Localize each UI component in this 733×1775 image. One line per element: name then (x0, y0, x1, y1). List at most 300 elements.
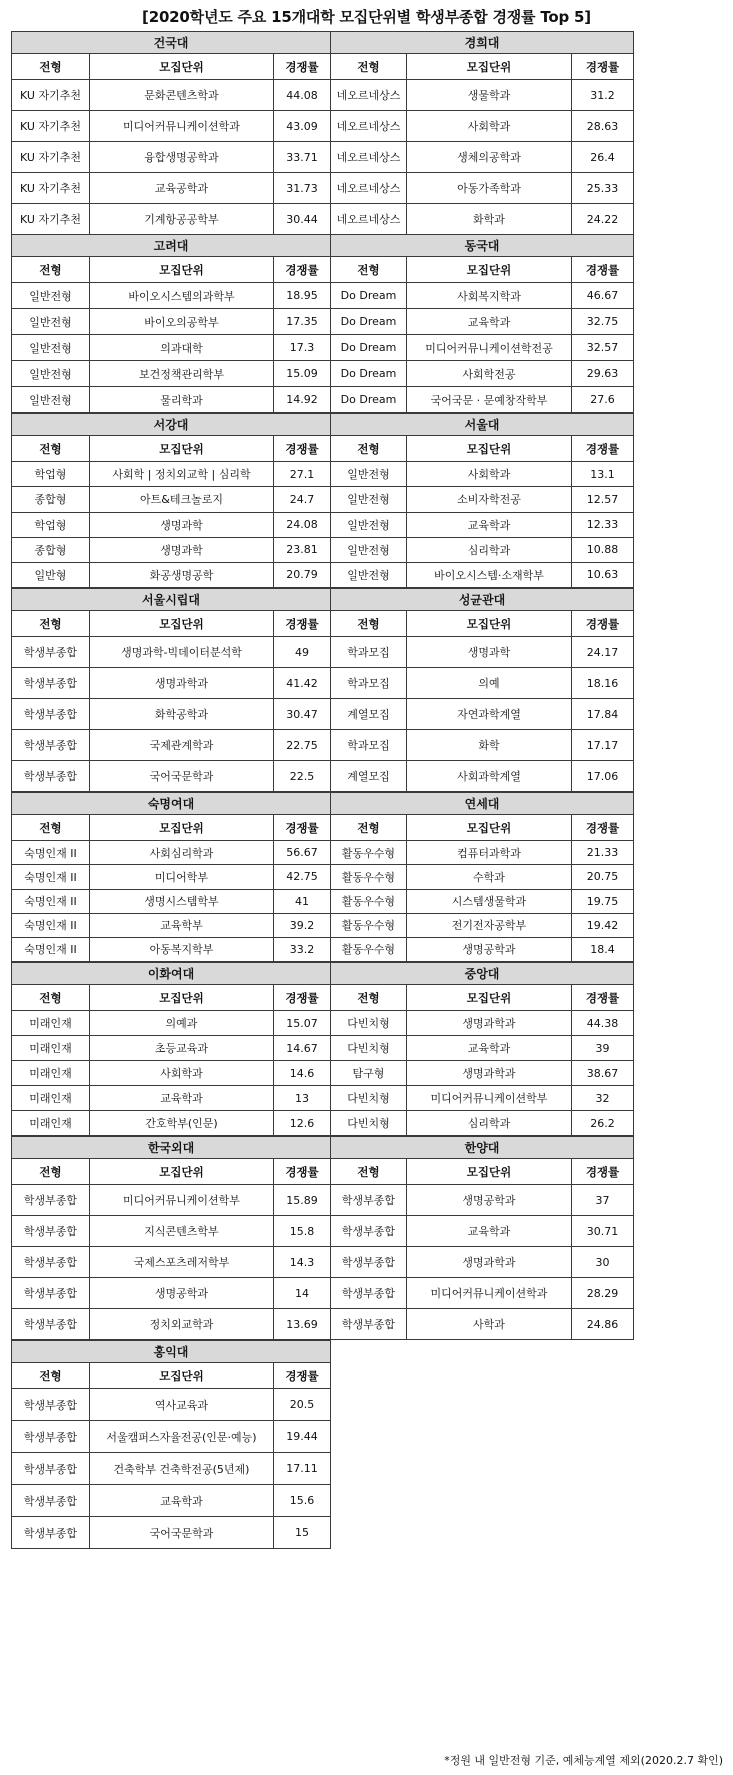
recruitment-unit-cell: 의과대학 (90, 335, 274, 361)
recruitment-unit-cell: 바이오시스템·소재학부 (407, 562, 572, 587)
table-row (331, 937, 634, 961)
table-row (331, 204, 634, 235)
university-name: 한국외대 (12, 1137, 331, 1159)
competition-rate-cell: 31.73 (273, 173, 330, 204)
university-name: 중앙대 (331, 963, 634, 985)
table-row (12, 1485, 331, 1517)
recruitment-unit-cell: 융합생명공학과 (90, 142, 274, 173)
column-header-unit: 모집단위 (90, 257, 274, 283)
competition-rate-cell: 13 (274, 1086, 331, 1111)
recruitment-unit-cell: 서울캠퍼스자율전공(인문·예능) (90, 1421, 274, 1453)
competition-rate-cell: 24.17 (572, 637, 634, 668)
column-header-type: 전형 (12, 54, 90, 80)
admission-type-cell: 숙명인재 II (12, 841, 90, 865)
recruitment-unit-cell: 문화콘텐츠학과 (90, 80, 274, 111)
recruitment-unit-cell: 바이오시스템의과학부 (90, 283, 274, 309)
table-row (331, 637, 634, 668)
table-row (331, 80, 634, 111)
recruitment-unit-cell: 바이오의공학부 (90, 309, 274, 335)
university-block (330, 792, 634, 962)
competition-rate-cell: 15.89 (274, 1185, 331, 1216)
competition-rate-cell: 41.42 (273, 668, 330, 699)
recruitment-unit-cell: 미디어커뮤니케이션학전공 (407, 335, 572, 361)
competition-rate-cell: 14.92 (273, 387, 330, 413)
competition-rate-cell: 44.08 (273, 80, 330, 111)
table-row (331, 111, 634, 142)
competition-rate-cell: 15.07 (274, 1011, 331, 1036)
table-row (331, 841, 634, 865)
footnote: *정원 내 일반전형 기준, 예체능계열 제외(2020.2.7 확인) (444, 1754, 723, 1767)
university-name: 고려대 (12, 235, 331, 257)
competition-rate-cell: 12.33 (571, 512, 633, 537)
column-header-unit: 모집단위 (407, 985, 572, 1011)
table-row (12, 283, 331, 309)
admission-type-cell: Do Dream (331, 335, 407, 361)
university-name: 동국대 (331, 235, 634, 257)
admission-type-cell: 학과모집 (331, 637, 407, 668)
table-row (12, 761, 331, 792)
competition-rate-cell: 17.17 (572, 730, 634, 761)
recruitment-unit-cell: 교육학과 (407, 1036, 572, 1061)
recruitment-unit-cell: 생명과학 (90, 512, 274, 537)
table-row (12, 1278, 331, 1309)
table-row (331, 1309, 634, 1340)
competition-rate-cell: 10.63 (571, 562, 633, 587)
competition-rate-cell: 44.38 (571, 1011, 633, 1036)
recruitment-unit-cell: 국제관계학과 (90, 730, 274, 761)
admission-type-cell: 학생부종합 (331, 1185, 407, 1216)
column-header-rate: 경쟁률 (273, 1363, 330, 1389)
admission-type-cell: 학생부종합 (12, 1309, 90, 1340)
competition-rate-cell: 17.11 (273, 1453, 330, 1485)
recruitment-unit-cell: 의예 (407, 668, 572, 699)
table-row (12, 487, 331, 512)
admission-type-cell: 학과모집 (331, 668, 407, 699)
column-header-rate: 경쟁률 (571, 54, 633, 80)
column-header-unit: 모집단위 (90, 815, 274, 841)
admission-type-cell: 일반전형 (331, 462, 407, 487)
table-row (331, 1216, 634, 1247)
table-row (12, 80, 331, 111)
recruitment-unit-cell: 국어국문학과 (90, 761, 274, 792)
competition-rate-cell: 37 (571, 1185, 633, 1216)
admission-type-cell: 학생부종합 (12, 1247, 90, 1278)
university-name: 홍익대 (12, 1341, 331, 1363)
admission-type-cell: 일반전형 (12, 361, 90, 387)
recruitment-unit-cell: 미디어커뮤니케이션학부 (90, 1185, 274, 1216)
column-header-rate: 경쟁률 (273, 54, 330, 80)
admission-type-cell: Do Dream (331, 361, 407, 387)
column-header-rate: 경쟁률 (572, 611, 634, 637)
university-block (11, 234, 331, 413)
competition-rate-cell: 17.35 (273, 309, 330, 335)
competition-rate-cell: 20.5 (273, 1389, 330, 1421)
competition-rate-cell: 17.84 (572, 699, 634, 730)
table-row (12, 668, 331, 699)
competition-rate-cell: 33.71 (273, 142, 330, 173)
table-row (331, 361, 634, 387)
admission-type-cell: 일반전형 (331, 562, 407, 587)
competition-rate-cell: 13.69 (274, 1309, 331, 1340)
column-header-type: 전형 (12, 1159, 90, 1185)
recruitment-unit-cell: 교육학과 (407, 1216, 572, 1247)
table-row (12, 699, 331, 730)
university-block (11, 1340, 331, 1547)
column-header-unit: 모집단위 (407, 257, 572, 283)
university-block (330, 962, 634, 1136)
recruitment-unit-cell: 소비자학전공 (407, 487, 572, 512)
table-row (331, 913, 634, 937)
table-row (12, 889, 331, 913)
table-row (12, 462, 331, 487)
column-header-unit: 모집단위 (407, 611, 572, 637)
admission-type-cell: 학생부종합 (331, 1309, 407, 1340)
competition-rate-cell: 41 (274, 889, 331, 913)
competition-rate-cell: 28.29 (571, 1278, 633, 1309)
competition-rate-cell: 24.08 (273, 512, 330, 537)
admission-type-cell: 학생부종합 (12, 699, 90, 730)
table-row (331, 865, 634, 889)
recruitment-unit-cell: 국어국문 · 문예창작학부 (407, 387, 572, 413)
university-block (11, 962, 331, 1136)
competition-rate-cell: 19.42 (571, 913, 633, 937)
recruitment-unit-cell: 교육학부 (90, 913, 274, 937)
competition-rate-cell: 20.75 (571, 865, 633, 889)
recruitment-unit-cell: 사회학전공 (407, 361, 572, 387)
table-row (12, 335, 331, 361)
competition-rate-cell: 12.57 (571, 487, 633, 512)
admission-type-cell: 다빈치형 (331, 1036, 407, 1061)
university-block (11, 588, 331, 792)
admission-type-cell: KU 자기추천 (12, 204, 90, 235)
admission-type-cell: 학생부종합 (12, 1278, 90, 1309)
admission-type-cell: 계열모집 (331, 699, 407, 730)
table-row (12, 562, 331, 587)
admission-type-cell: 미래인재 (12, 1036, 90, 1061)
admission-type-cell: 네오르네상스 (331, 142, 407, 173)
table-row (12, 937, 331, 961)
competition-rate-cell: 28.63 (571, 111, 633, 142)
admission-type-cell: KU 자기추천 (12, 142, 90, 173)
competition-rate-cell: 30.47 (273, 699, 330, 730)
competition-rate-cell: 15 (273, 1517, 330, 1549)
table-row (331, 335, 634, 361)
competition-rate-cell: 18.95 (273, 283, 330, 309)
recruitment-unit-cell: 생명과학과 (407, 1247, 572, 1278)
column-header-rate: 경쟁률 (273, 436, 330, 462)
admission-type-cell: 활동우수형 (331, 865, 407, 889)
column-header-rate: 경쟁률 (571, 985, 633, 1011)
admission-type-cell: 일반전형 (12, 335, 90, 361)
competition-rate-cell: 42.75 (274, 865, 331, 889)
column-header-unit: 모집단위 (90, 1159, 274, 1185)
table-row (12, 1421, 331, 1453)
admission-type-cell: 학생부종합 (331, 1247, 407, 1278)
competition-rate-cell: 29.63 (571, 361, 633, 387)
table-row (12, 1247, 331, 1278)
column-header-unit: 모집단위 (90, 611, 274, 637)
column-header-rate: 경쟁률 (274, 815, 331, 841)
recruitment-unit-cell: 화공생명공학 (90, 562, 274, 587)
column-header-rate: 경쟁률 (571, 1159, 633, 1185)
admission-type-cell: 다빈치형 (331, 1111, 407, 1136)
university-name: 성균관대 (331, 589, 634, 611)
university-block (330, 1136, 634, 1340)
recruitment-unit-cell: 사회학과 (407, 111, 572, 142)
recruitment-unit-cell: 사회복지학과 (407, 283, 572, 309)
recruitment-unit-cell: 미디어커뮤니케이션학과 (90, 111, 274, 142)
recruitment-unit-cell: 역사교육과 (90, 1389, 274, 1421)
university-name: 서울대 (331, 414, 634, 436)
university-name: 서강대 (12, 414, 331, 436)
admission-type-cell: 활동우수형 (331, 913, 407, 937)
column-header-unit: 모집단위 (407, 1159, 572, 1185)
competition-rate-cell: 15.09 (273, 361, 330, 387)
competition-rate-cell: 17.3 (273, 335, 330, 361)
admission-type-cell: 숙명인재 II (12, 937, 90, 961)
column-header-type: 전형 (12, 611, 90, 637)
university-block (11, 413, 331, 588)
column-header-type: 전형 (331, 815, 407, 841)
recruitment-unit-cell: 생명과학 (90, 537, 274, 562)
admission-type-cell: 활동우수형 (331, 841, 407, 865)
competition-rate-cell: 22.5 (273, 761, 330, 792)
admission-type-cell: 학생부종합 (331, 1216, 407, 1247)
recruitment-unit-cell: 생명시스템학부 (90, 889, 274, 913)
competition-rate-cell: 21.33 (571, 841, 633, 865)
admission-type-cell: KU 자기추천 (12, 111, 90, 142)
admission-type-cell: 학업형 (12, 512, 90, 537)
recruitment-unit-cell: 심리학과 (407, 1111, 572, 1136)
table-row (12, 1111, 331, 1136)
recruitment-unit-cell: 간호학부(인문) (90, 1111, 274, 1136)
table-row (331, 537, 634, 562)
competition-rate-cell: 22.75 (273, 730, 330, 761)
recruitment-unit-cell: 보건정책관리학부 (90, 361, 274, 387)
table-row (12, 361, 331, 387)
column-header-rate: 경쟁률 (571, 436, 633, 462)
admission-type-cell: 숙명인재 II (12, 913, 90, 937)
table-row (12, 913, 331, 937)
page-title: [2020학년도 주요 15개대학 모집단위별 학생부종합 경쟁률 Top 5] (142, 8, 591, 26)
table-row (12, 637, 331, 668)
table-row (331, 142, 634, 173)
recruitment-unit-cell: 물리학과 (90, 387, 274, 413)
recruitment-unit-cell: 미디어커뮤니케이션학과 (407, 1278, 572, 1309)
university-block (11, 1136, 331, 1340)
recruitment-unit-cell: 기계항공공학부 (90, 204, 274, 235)
table-row (331, 730, 634, 761)
recruitment-unit-cell: 지식콘텐츠학부 (90, 1216, 274, 1247)
university-block (330, 413, 634, 588)
recruitment-unit-cell: 건축학부 건축학전공(5년제) (90, 1453, 274, 1485)
recruitment-unit-cell: 생명공학과 (407, 1185, 572, 1216)
table-row (12, 1517, 331, 1549)
university-name: 경희대 (331, 32, 634, 54)
competition-rate-cell: 24.7 (273, 487, 330, 512)
recruitment-unit-cell: 생명과학-빅데이터분석학 (90, 637, 274, 668)
recruitment-unit-cell: 컴퓨터과학과 (407, 841, 572, 865)
admission-type-cell: 다빈치형 (331, 1086, 407, 1111)
admission-type-cell: 종합형 (12, 537, 90, 562)
recruitment-unit-cell: 자연과학계열 (407, 699, 572, 730)
admission-type-cell: 다빈치형 (331, 1011, 407, 1036)
admission-type-cell: 종합형 (12, 487, 90, 512)
table-row (331, 1036, 634, 1061)
recruitment-unit-cell: 시스템생물학과 (407, 889, 572, 913)
table-row (331, 462, 634, 487)
recruitment-unit-cell: 초등교육과 (90, 1036, 274, 1061)
table-row (12, 512, 331, 537)
university-block (330, 234, 634, 413)
table-row (331, 1185, 634, 1216)
competition-rate-cell: 23.81 (273, 537, 330, 562)
recruitment-unit-cell: 사회학과 (407, 462, 572, 487)
table-row (12, 1453, 331, 1485)
column-header-rate: 경쟁률 (571, 815, 633, 841)
column-header-unit: 모집단위 (90, 436, 274, 462)
recruitment-unit-cell: 사회학 | 정치외교학 | 심리학 (90, 462, 274, 487)
competition-rate-cell: 43.09 (273, 111, 330, 142)
university-name: 연세대 (331, 793, 634, 815)
table-row (12, 173, 331, 204)
admission-type-cell: 네오르네상스 (331, 204, 407, 235)
table-row (331, 761, 634, 792)
table-row (12, 1061, 331, 1086)
column-header-rate: 경쟁률 (571, 257, 633, 283)
column-header-rate: 경쟁률 (273, 257, 330, 283)
admission-type-cell: 일반전형 (331, 512, 407, 537)
competition-rate-cell: 26.2 (571, 1111, 633, 1136)
admission-type-cell: 네오르네상스 (331, 173, 407, 204)
admission-type-cell: 활동우수형 (331, 889, 407, 913)
competition-rate-cell: 18.4 (571, 937, 633, 961)
column-header-unit: 모집단위 (407, 54, 572, 80)
column-header-unit: 모집단위 (407, 436, 572, 462)
admission-type-cell: 학생부종합 (12, 1185, 90, 1216)
admission-type-cell: 학생부종합 (331, 1278, 407, 1309)
admission-type-cell: 활동우수형 (331, 937, 407, 961)
table-row (331, 668, 634, 699)
recruitment-unit-cell: 생명공학과 (90, 1278, 274, 1309)
column-header-type: 전형 (12, 257, 90, 283)
university-block (11, 792, 331, 962)
table-row (12, 204, 331, 235)
table-row (12, 309, 331, 335)
table-row (331, 1111, 634, 1136)
admission-type-cell: 일반형 (12, 562, 90, 587)
table-row (12, 537, 331, 562)
admission-type-cell: KU 자기추천 (12, 80, 90, 111)
admission-type-cell: 학생부종합 (12, 761, 90, 792)
competition-rate-cell: 46.67 (571, 283, 633, 309)
table-row (331, 562, 634, 587)
table-row (12, 1389, 331, 1421)
recruitment-unit-cell: 생명과학과 (90, 668, 274, 699)
recruitment-unit-cell: 화학과 (407, 204, 572, 235)
recruitment-unit-cell: 의예과 (90, 1011, 274, 1036)
competition-rate-cell: 49 (273, 637, 330, 668)
table-row (331, 1247, 634, 1278)
competition-rate-cell: 14.67 (274, 1036, 331, 1061)
competition-rate-cell: 39 (571, 1036, 633, 1061)
admission-type-cell: 학생부종합 (12, 637, 90, 668)
competition-rate-cell: 19.44 (273, 1421, 330, 1453)
admission-type-cell: 미래인재 (12, 1061, 90, 1086)
table-row (12, 730, 331, 761)
recruitment-unit-cell: 아동복지학부 (90, 937, 274, 961)
recruitment-unit-cell: 국어국문학과 (90, 1517, 274, 1549)
column-header-type: 전형 (12, 815, 90, 841)
table-row (12, 841, 331, 865)
competition-rate-cell: 25.33 (571, 173, 633, 204)
column-header-unit: 모집단위 (90, 985, 274, 1011)
university-name: 한양대 (331, 1137, 634, 1159)
recruitment-unit-cell: 생명과학 (407, 637, 572, 668)
admission-type-cell: Do Dream (331, 309, 407, 335)
table-row (331, 1278, 634, 1309)
competition-rate-cell: 56.67 (274, 841, 331, 865)
competition-rate-cell: 15.8 (274, 1216, 331, 1247)
competition-rate-cell: 39.2 (274, 913, 331, 937)
competition-rate-cell: 18.16 (572, 668, 634, 699)
competition-rate-cell: 26.4 (571, 142, 633, 173)
table-row (12, 865, 331, 889)
table-row (331, 889, 634, 913)
competition-rate-cell: 38.67 (571, 1061, 633, 1086)
admission-type-cell: KU 자기추천 (12, 173, 90, 204)
column-header-type: 전형 (331, 257, 407, 283)
table-row (12, 1011, 331, 1036)
table-row (331, 512, 634, 537)
table-row (12, 142, 331, 173)
admission-type-cell: 학생부종합 (12, 730, 90, 761)
competition-rate-cell: 32.57 (571, 335, 633, 361)
admission-type-cell: 일반전형 (12, 387, 90, 413)
recruitment-unit-cell: 사학과 (407, 1309, 572, 1340)
recruitment-unit-cell: 아동가족학과 (407, 173, 572, 204)
competition-rate-cell: 30.44 (273, 204, 330, 235)
table-row (12, 1309, 331, 1340)
competition-rate-cell: 32.75 (571, 309, 633, 335)
admission-type-cell: 학생부종합 (12, 1453, 90, 1485)
competition-rate-cell: 14.3 (274, 1247, 331, 1278)
competition-rate-cell: 12.6 (274, 1111, 331, 1136)
table-row (331, 699, 634, 730)
competition-rate-cell: 10.88 (571, 537, 633, 562)
competition-rate-cell: 14 (274, 1278, 331, 1309)
column-header-rate: 경쟁률 (274, 985, 331, 1011)
admission-type-cell: 미래인재 (12, 1111, 90, 1136)
column-header-type: 전형 (331, 436, 407, 462)
recruitment-unit-cell: 교육학과 (407, 309, 572, 335)
table-row (12, 1185, 331, 1216)
admission-type-cell: 일반전형 (12, 309, 90, 335)
column-header-type: 전형 (12, 1363, 90, 1389)
university-block (330, 588, 634, 792)
university-name: 이화여대 (12, 963, 331, 985)
table-row (12, 1216, 331, 1247)
table-row (12, 1086, 331, 1111)
recruitment-unit-cell: 미디어학부 (90, 865, 274, 889)
table-row (12, 111, 331, 142)
university-name: 서울시립대 (12, 589, 331, 611)
admission-type-cell: 숙명인재 II (12, 865, 90, 889)
admission-type-cell: 학생부종합 (12, 1216, 90, 1247)
table-row (331, 1086, 634, 1111)
admission-type-cell: 학업형 (12, 462, 90, 487)
recruitment-unit-cell: 교육학과 (90, 1485, 274, 1517)
